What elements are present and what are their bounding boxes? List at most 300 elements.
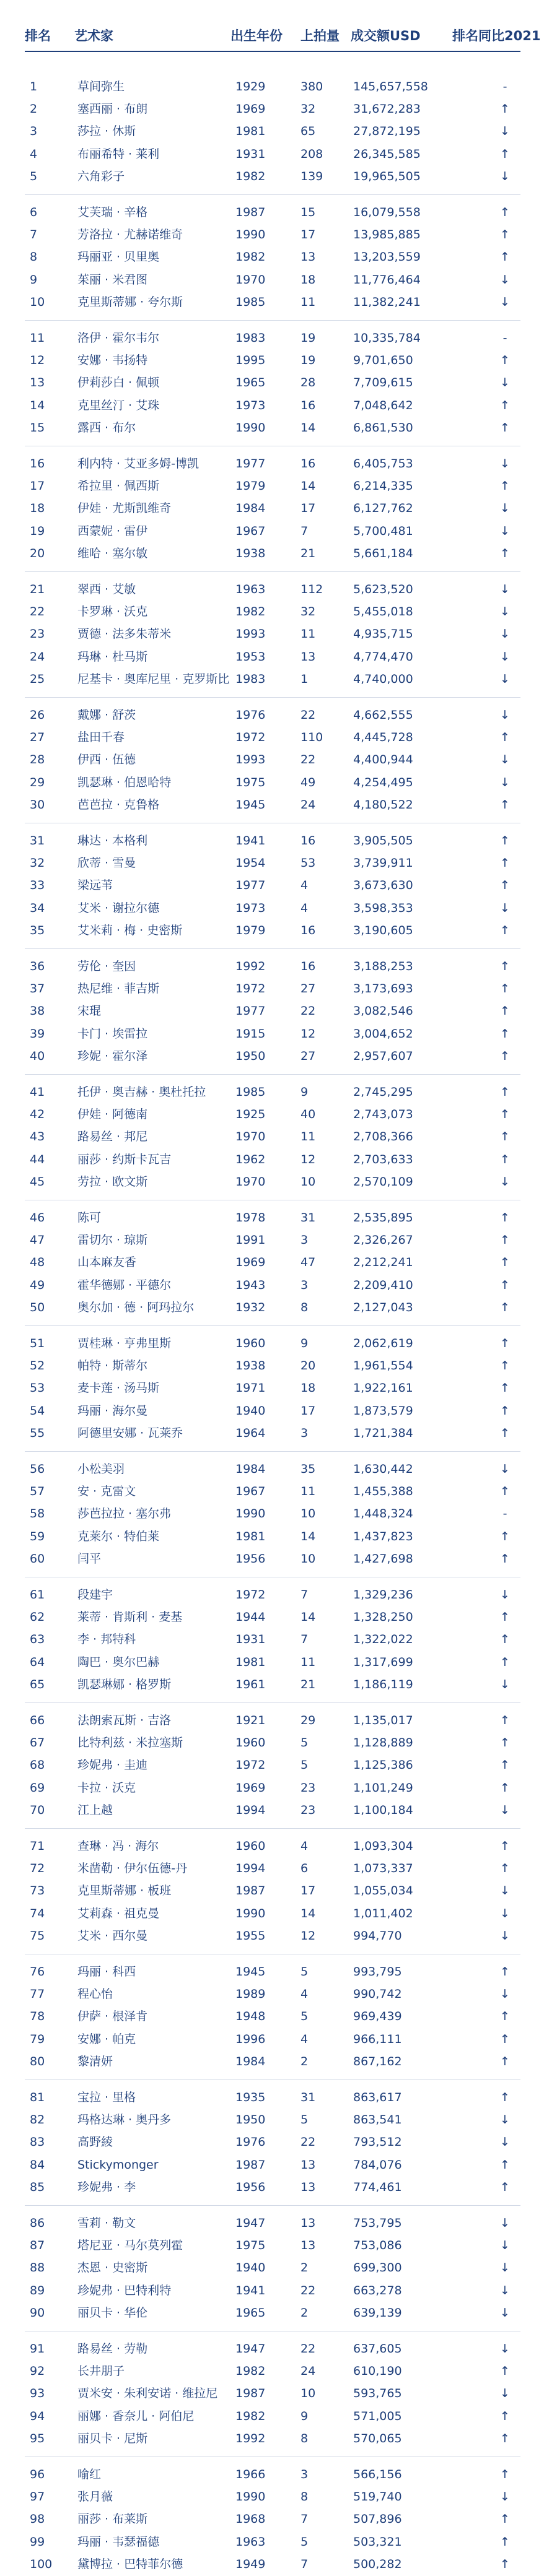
cell-lots: 12: [301, 1152, 316, 1166]
cell-sales: 5,455,018: [353, 605, 413, 619]
cell-lots: 14: [301, 420, 316, 435]
table-row: [0, 1606, 544, 1629]
cell-change: ↓: [500, 605, 510, 619]
cell-artist: 艾芙瑞 · 辛格: [77, 206, 148, 219]
group-divider: [25, 1074, 520, 1075]
table-row: [0, 771, 544, 794]
cell-birth-year: 1969: [235, 102, 266, 116]
cell-lots: 4: [301, 901, 309, 915]
cell-sales: 6,405,753: [353, 457, 413, 471]
cell-change: ↓: [500, 1987, 510, 2001]
cell-rank: 90: [30, 2305, 45, 2320]
cell-lots: 4: [301, 2032, 309, 2046]
cell-change: ↓: [500, 2239, 510, 2253]
cell-rank: 95: [30, 2431, 45, 2445]
cell-sales: 6,214,335: [353, 479, 413, 493]
cell-rank: 9: [30, 272, 38, 287]
cell-artist: 盐田千春: [77, 731, 125, 745]
cell-birth-year: 1938: [235, 1359, 266, 1373]
cell-change: ↑: [500, 2010, 510, 2024]
table-row: [0, 1525, 544, 1548]
cell-sales: 1,873,579: [353, 1403, 413, 1418]
cell-birth-year: 1982: [235, 250, 266, 264]
cell-rank: 79: [30, 2032, 45, 2046]
cell-lots: 14: [301, 1610, 316, 1624]
cell-artist: 卡罗琳 · 沃克: [77, 605, 148, 619]
cell-lots: 17: [301, 1403, 316, 1418]
cell-birth-year: 1992: [235, 2431, 266, 2445]
cell-rank: 82: [30, 2113, 45, 2127]
cell-birth-year: 1984: [235, 1462, 266, 1476]
cell-rank: 31: [30, 834, 45, 848]
cell-artist: 麦卡莲 · 汤马斯: [77, 1381, 160, 1395]
table-row: [0, 1584, 544, 1607]
table-row: [0, 201, 544, 224]
cell-change: ↑: [500, 1108, 510, 1122]
table-row: [0, 1628, 544, 1651]
table-row: [0, 2553, 544, 2576]
cell-artist: 伊萨 · 根泽肯: [77, 2010, 148, 2024]
cell-lots: 20: [301, 1359, 316, 1373]
cell-artist: 玛丽 · 科西: [77, 1965, 136, 1979]
cell-birth-year: 1975: [235, 775, 266, 789]
cell-lots: 11: [301, 1130, 316, 1144]
table-row: [0, 1458, 544, 1481]
cell-change: ↑: [500, 2512, 510, 2526]
table-row: [0, 291, 544, 314]
cell-lots: 4: [301, 1839, 309, 1853]
cell-lots: 22: [301, 708, 316, 722]
cell-change: ↓: [500, 753, 510, 767]
table-row: [0, 955, 544, 978]
cell-change: ↑: [500, 1211, 510, 1225]
cell-artist: 珍妮 · 霍尔泽: [77, 1049, 148, 1063]
cell-change: ↓: [500, 1803, 510, 1817]
cell-artist: 劳伦 · 奎因: [77, 960, 136, 973]
cell-lots: 22: [301, 2342, 316, 2356]
cell-rank: 99: [30, 2535, 45, 2549]
cell-lots: 2: [301, 2305, 309, 2320]
cell-lots: 21: [301, 1677, 316, 1691]
cell-lots: 112: [301, 583, 323, 596]
cell-artist: 伊娃 · 尤斯凯维奇: [77, 501, 172, 516]
cell-change: ↓: [500, 649, 510, 664]
cell-sales: 966,111: [353, 2032, 402, 2046]
table-row: [0, 1148, 544, 1171]
cell-lots: 5: [301, 1965, 309, 1979]
cell-lots: 65: [301, 124, 316, 139]
cell-birth-year: 1971: [235, 1381, 266, 1395]
table-row: [0, 1835, 544, 1858]
cell-rank: 76: [30, 1965, 45, 1979]
cell-birth-year: 1960: [235, 1337, 266, 1350]
cell-rank: 29: [30, 775, 45, 789]
table-row: [0, 2486, 544, 2509]
table-row: [0, 542, 544, 565]
cell-change: ↓: [500, 1677, 510, 1691]
cell-lots: 16: [301, 923, 316, 937]
table-row: [0, 1103, 544, 1126]
cell-change: ↑: [500, 1152, 510, 1166]
cell-artist: 伊娃 · 阿德南: [77, 1108, 148, 1122]
cell-artist: 高野綾: [77, 2135, 113, 2149]
cell-lots: 7: [301, 524, 309, 538]
table-row: [0, 1902, 544, 1925]
cell-rank: 19: [30, 524, 45, 538]
cell-birth-year: 1981: [235, 1529, 266, 1543]
table-row: [0, 1274, 544, 1297]
cell-birth-year: 1947: [235, 2342, 266, 2356]
cell-birth-year: 1938: [235, 546, 266, 560]
table-row: [0, 497, 544, 520]
cell-lots: 16: [301, 398, 316, 412]
cell-birth-year: 1978: [235, 1211, 266, 1225]
table-row: [0, 2234, 544, 2257]
cell-rank: 6: [30, 206, 38, 219]
cell-rank: 2: [30, 102, 38, 116]
cell-birth-year: 1968: [235, 2512, 266, 2526]
cell-birth-year: 1979: [235, 479, 266, 493]
cell-rank: 71: [30, 1839, 45, 1853]
cell-change: ↑: [500, 420, 510, 435]
cell-sales: 4,662,555: [353, 708, 413, 722]
table-row: [0, 1754, 544, 1777]
cell-lots: 28: [301, 376, 316, 390]
cell-change: ↑: [500, 206, 510, 219]
cell-sales: 7,709,615: [353, 376, 413, 390]
cell-birth-year: 1967: [235, 524, 266, 538]
table-row: [0, 1377, 544, 1400]
cell-artist: 长井朋子: [77, 2364, 125, 2379]
cell-artist: 玛丽 · 海尔曼: [77, 1403, 148, 1418]
cell-sales: 793,512: [353, 2135, 402, 2149]
cell-birth-year: 1994: [235, 1862, 266, 1876]
cell-change: ↑: [500, 2409, 510, 2423]
table-row: [0, 2508, 544, 2531]
cell-lots: 27: [301, 1049, 316, 1063]
cell-lots: 10: [301, 1507, 316, 1521]
cell-birth-year: 1982: [235, 2364, 266, 2379]
cell-artist: 宋琨: [77, 1004, 102, 1018]
cell-artist: 江上越: [77, 1803, 113, 1817]
cell-sales: 3,673,630: [353, 878, 413, 893]
cell-rank: 48: [30, 1255, 45, 1270]
cell-birth-year: 1987: [235, 2387, 266, 2401]
cell-birth-year: 1969: [235, 1255, 266, 1270]
cell-birth-year: 1953: [235, 649, 266, 664]
cell-rank: 73: [30, 1884, 45, 1898]
cell-birth-year: 1970: [235, 1174, 266, 1189]
cell-sales: 1,721,384: [353, 1426, 413, 1440]
cell-rank: 86: [30, 2216, 45, 2230]
table-row: [0, 1777, 544, 1800]
cell-rank: 92: [30, 2364, 45, 2379]
cell-sales: 4,774,470: [353, 649, 413, 664]
cell-artist: 卡门 · 埃雷拉: [77, 1026, 148, 1041]
cell-lots: 22: [301, 1004, 316, 1018]
cell-sales: 1,437,823: [353, 1529, 413, 1543]
cell-artist: 比特利兹 · 米拉塞斯: [77, 1736, 183, 1750]
cell-rank: 56: [30, 1462, 45, 1476]
cell-lots: 13: [301, 2239, 316, 2253]
cell-sales: 784,076: [353, 2158, 402, 2172]
table-row: [0, 2427, 544, 2450]
cell-birth-year: 1965: [235, 376, 266, 390]
cell-sales: 639,139: [353, 2305, 402, 2320]
cell-sales: 969,439: [353, 2010, 402, 2024]
cell-birth-year: 1969: [235, 1780, 266, 1795]
table-row: [0, 165, 544, 188]
cell-change: ↓: [500, 1588, 510, 1602]
cell-change: ↓: [500, 2342, 510, 2356]
cell-rank: 37: [30, 982, 45, 996]
cell-birth-year: 1977: [235, 457, 266, 471]
cell-rank: 62: [30, 1610, 45, 1624]
group-divider: [25, 1828, 520, 1829]
cell-birth-year: 1993: [235, 627, 266, 641]
cell-sales: 3,598,353: [353, 901, 413, 915]
cell-lots: 17: [301, 1884, 316, 1898]
cell-lots: 18: [301, 1381, 316, 1395]
cell-birth-year: 1976: [235, 708, 266, 722]
cell-artist: 米凿勒 · 伊尔伍德-丹: [77, 1862, 187, 1876]
cell-lots: 9: [301, 1085, 309, 1099]
cell-change: ↑: [500, 1551, 510, 1566]
cell-change: ↓: [500, 2305, 510, 2320]
cell-artist: 洛伊 · 霍尔韦尔: [77, 331, 160, 345]
cell-lots: 23: [301, 1780, 316, 1795]
table-row: [0, 2005, 544, 2028]
table-row: [0, 2338, 544, 2361]
table-row: [0, 269, 544, 292]
cell-birth-year: 1994: [235, 1803, 266, 1817]
cell-birth-year: 1956: [235, 2180, 266, 2194]
group-divider: [25, 1702, 520, 1703]
cell-sales: 2,127,043: [353, 1300, 413, 1314]
table-row: [0, 897, 544, 920]
cell-rank: 63: [30, 1633, 45, 1647]
cell-change: ↑: [500, 1780, 510, 1795]
cell-rank: 52: [30, 1359, 45, 1373]
cell-change: ↑: [500, 1359, 510, 1373]
cell-sales: 11,382,241: [353, 295, 421, 309]
table-row: [0, 852, 544, 875]
cell-rank: 60: [30, 1551, 45, 1566]
group-divider: [25, 320, 520, 321]
group-divider: [25, 948, 520, 949]
cell-lots: 3: [301, 1426, 309, 1440]
cell-change: -: [502, 1507, 507, 1521]
cell-sales: 867,162: [353, 2054, 402, 2068]
cell-artist: 凯瑟琳 · 伯恩哈特: [77, 775, 172, 789]
cell-lots: 13: [301, 2158, 316, 2172]
cell-sales: 3,739,911: [353, 856, 413, 870]
cell-sales: 1,073,337: [353, 1862, 413, 1876]
cell-lots: 110: [301, 731, 323, 745]
cell-rank: 35: [30, 923, 45, 937]
cell-rank: 81: [30, 2091, 45, 2104]
cell-lots: 32: [301, 102, 316, 116]
cell-lots: 7: [301, 2512, 309, 2526]
cell-rank: 51: [30, 1337, 45, 1350]
cell-lots: 3: [301, 2468, 309, 2481]
cell-artist: 帕特 · 斯蒂尔: [77, 1359, 148, 1373]
cell-change: ↓: [500, 901, 510, 915]
cell-sales: 1,427,698: [353, 1551, 413, 1566]
cell-sales: 1,922,161: [353, 1381, 413, 1395]
cell-lots: 15: [301, 206, 316, 219]
cell-rank: 98: [30, 2512, 45, 2526]
cell-artist: 欣蒂 · 雪曼: [77, 856, 136, 870]
cell-change: ↑: [500, 1233, 510, 1247]
table-row: [0, 2257, 544, 2279]
cell-change: ↑: [500, 147, 510, 161]
cell-rank: 16: [30, 457, 45, 471]
cell-rank: 43: [30, 1130, 45, 1144]
cell-artist: 杰恩 · 史密斯: [77, 2261, 148, 2275]
table-row: [0, 1961, 544, 1984]
cell-sales: 863,541: [353, 2113, 402, 2127]
cell-rank: 96: [30, 2468, 45, 2481]
cell-lots: 7: [301, 1588, 309, 1602]
group-divider: [25, 2079, 520, 2080]
cell-lots: 5: [301, 2010, 309, 2024]
cell-birth-year: 1993: [235, 753, 266, 767]
cell-lots: 8: [301, 2490, 309, 2504]
group-divider: [25, 697, 520, 698]
cell-change: ↑: [500, 398, 510, 412]
cell-rank: 27: [30, 731, 45, 745]
cell-lots: 11: [301, 295, 316, 309]
cell-sales: 1,135,017: [353, 1714, 413, 1727]
cell-sales: 5,700,481: [353, 524, 413, 538]
cell-rank: 20: [30, 546, 45, 560]
cell-artist: 丽莎 · 约斯卡瓦吉: [77, 1152, 172, 1166]
cell-change: ↑: [500, 1529, 510, 1543]
cell-lots: 5: [301, 1736, 309, 1750]
cell-change: ↑: [500, 2364, 510, 2379]
table-row: [0, 601, 544, 623]
cell-sales: 699,300: [353, 2261, 402, 2275]
cell-sales: 6,861,530: [353, 420, 413, 435]
cell-change: ↑: [500, 2468, 510, 2481]
cell-birth-year: 1949: [235, 2557, 266, 2571]
cell-lots: 14: [301, 1529, 316, 1543]
table-row: [0, 394, 544, 417]
cell-rank: 12: [30, 353, 45, 368]
cell-birth-year: 1987: [235, 2158, 266, 2172]
cell-change: ↑: [500, 1862, 510, 1876]
cell-birth-year: 1972: [235, 982, 266, 996]
cell-artist: 梁远苇: [77, 878, 113, 893]
table-row: [0, 371, 544, 394]
table-row: [0, 2382, 544, 2405]
cell-rank: 57: [30, 1485, 45, 1499]
cell-sales: 993,795: [353, 1965, 402, 1979]
cell-lots: 16: [301, 960, 316, 973]
cell-rank: 7: [30, 228, 38, 242]
cell-rank: 40: [30, 1049, 45, 1063]
cell-lots: 24: [301, 2364, 316, 2379]
cell-sales: 2,570,109: [353, 1174, 413, 1189]
cell-birth-year: 1977: [235, 1004, 266, 1018]
cell-birth-year: 1985: [235, 1085, 266, 1099]
cell-birth-year: 1990: [235, 420, 266, 435]
cell-sales: 753,086: [353, 2239, 402, 2253]
cell-artist: 宝拉 · 里格: [77, 2091, 136, 2104]
cell-rank: 66: [30, 1714, 45, 1727]
cell-rank: 18: [30, 501, 45, 516]
cell-rank: 22: [30, 605, 45, 619]
table-row: [0, 2131, 544, 2154]
cell-lots: 18: [301, 272, 316, 287]
cell-lots: 2: [301, 2261, 309, 2275]
table-row: [0, 748, 544, 771]
cell-lots: 21: [301, 546, 316, 560]
table-row: [0, 1925, 544, 1948]
cell-change: ↓: [500, 295, 510, 309]
table-row: [0, 2028, 544, 2051]
cell-sales: 1,317,699: [353, 1655, 413, 1669]
cell-artist: 尼基卡 · 奥库尼里 · 克罗斯比: [77, 672, 230, 686]
table-row: [0, 1673, 544, 1696]
cell-sales: 2,708,366: [353, 1130, 413, 1144]
cell-birth-year: 1976: [235, 2135, 266, 2149]
cell-change: ↑: [500, 479, 510, 493]
cell-artist: 陶巴 · 奥尔巴赫: [77, 1655, 160, 1669]
cell-artist: 查琳 · 冯 · 海尔: [77, 1839, 159, 1853]
cell-sales: 5,661,184: [353, 546, 413, 560]
cell-artist: 塔尼亚 · 马尔莫列霍: [77, 2239, 183, 2253]
cell-birth-year: 1940: [235, 1403, 266, 1418]
cell-lots: 22: [301, 2135, 316, 2149]
cell-artist: 希拉里 · 佩西斯: [77, 479, 160, 493]
cell-sales: 1,961,554: [353, 1359, 413, 1373]
cell-birth-year: 1995: [235, 353, 266, 368]
cell-sales: 9,701,650: [353, 353, 413, 368]
cell-artist: 安娜 · 帕克: [77, 2032, 136, 2046]
cell-change: ↓: [500, 2216, 510, 2230]
cell-rank: 11: [30, 331, 45, 345]
table-row: [0, 2086, 544, 2109]
cell-lots: 17: [301, 228, 316, 242]
cell-birth-year: 1963: [235, 583, 266, 596]
cell-lots: 4: [301, 1987, 309, 2001]
cell-sales: 1,448,324: [353, 1507, 413, 1521]
table-row: [0, 874, 544, 897]
cell-sales: 4,400,944: [353, 753, 413, 767]
cell-sales: 27,872,195: [353, 124, 421, 139]
table-row: [0, 223, 544, 246]
cell-artist: 克里斯蒂娜 · 板班: [77, 1884, 172, 1898]
cell-sales: 16,079,558: [353, 206, 421, 219]
cell-rank: 17: [30, 479, 45, 493]
cell-lots: 5: [301, 1758, 309, 1772]
cell-artist: 安娜 · 韦扬特: [77, 353, 148, 368]
cell-rank: 91: [30, 2342, 45, 2356]
cell-birth-year: 1972: [235, 1758, 266, 1772]
table-row: [0, 623, 544, 646]
cell-sales: 3,905,505: [353, 834, 413, 848]
cell-change: ↑: [500, 2158, 510, 2172]
cell-artist: 戴娜 · 舒茨: [77, 708, 136, 722]
cell-rank: 77: [30, 1987, 45, 2001]
cell-sales: 863,617: [353, 2091, 402, 2104]
cell-artist: 伊西 · 伍德: [77, 753, 136, 767]
cell-sales: 500,282: [353, 2557, 402, 2571]
cell-birth-year: 1948: [235, 2010, 266, 2024]
cell-rank: 38: [30, 1004, 45, 1018]
